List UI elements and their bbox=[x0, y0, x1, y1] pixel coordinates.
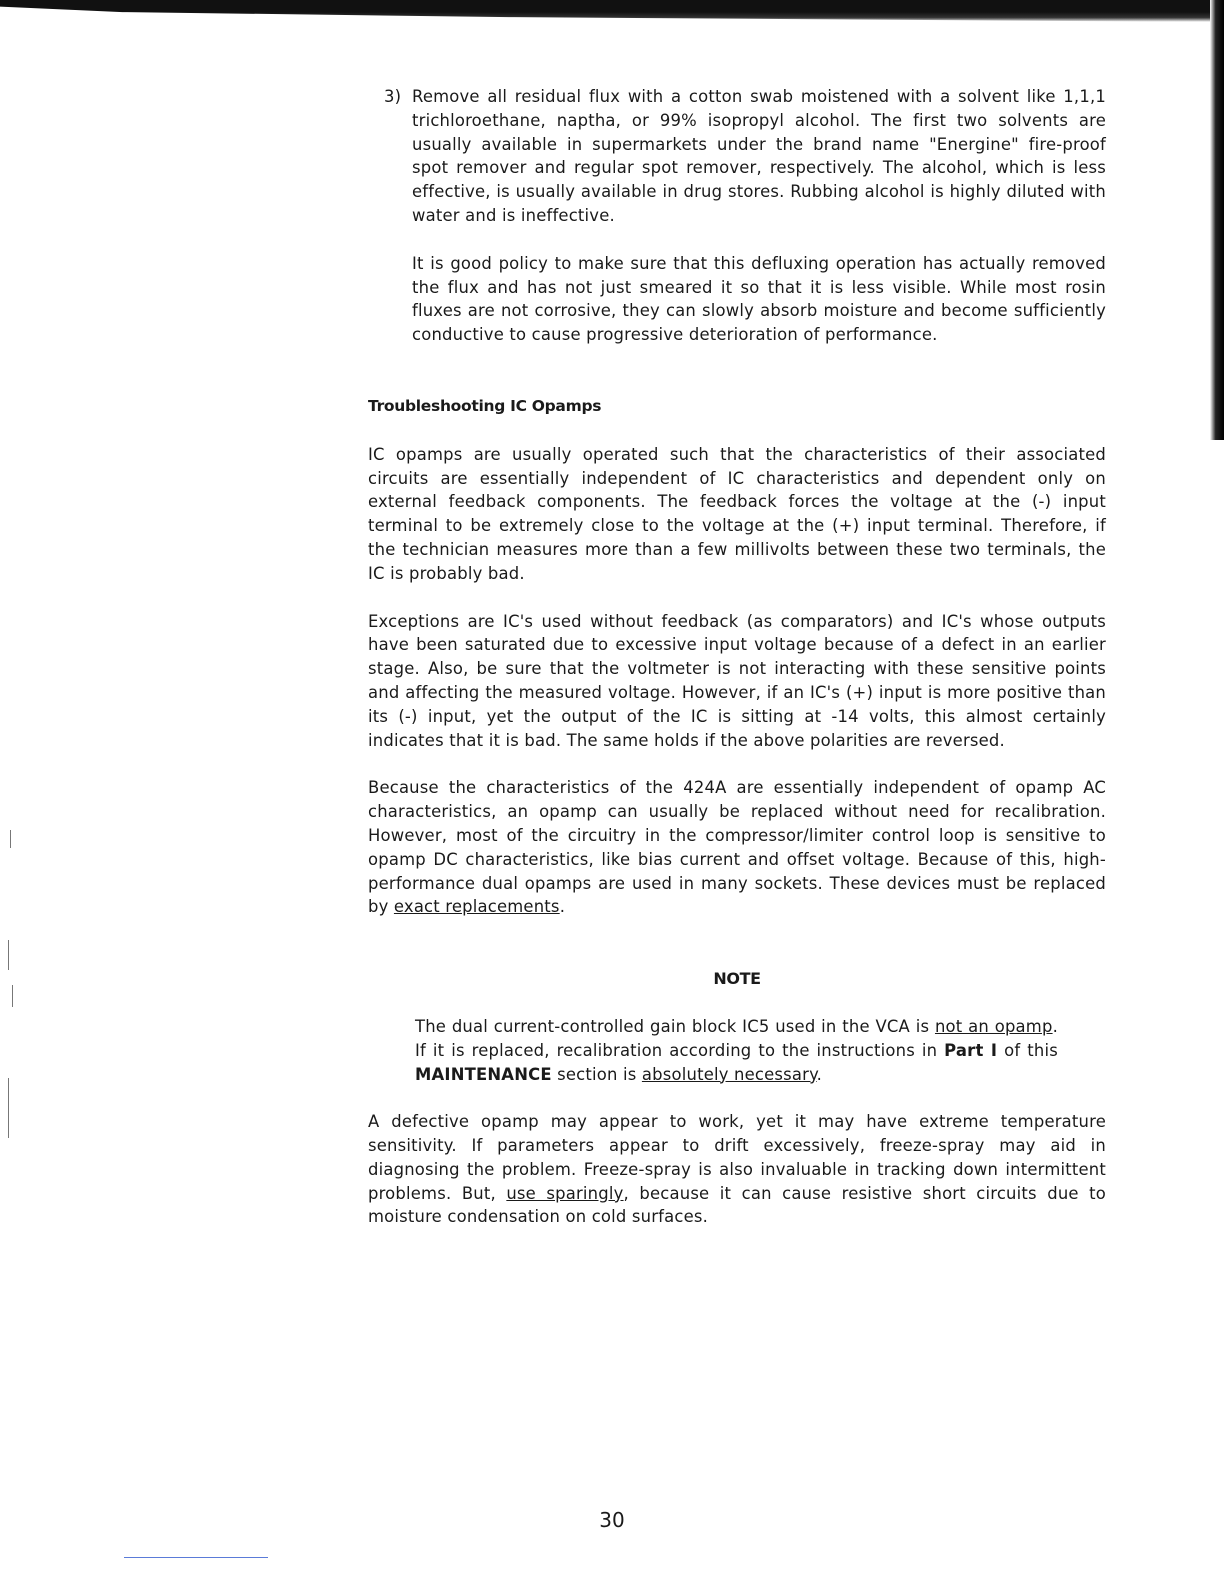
body-paragraph: IC opamps are usually operated such that the characteristics of their associated circuits are essentially independent of IC characteristics and dependent only on external feedback components. The feedback forces the voltage at the (-) input terminal to be extremely close to the voltage at the (+) input terminal. Therefore, if the technician measures more than a few millivolts between these two terminals, the IC is probably bad. bbox=[368, 444, 1106, 583]
note-body bbox=[415, 1015, 1058, 1086]
note-text: . bbox=[816, 1064, 823, 1084]
paragraph-text: . bbox=[559, 897, 566, 917]
scan-mark bbox=[12, 985, 13, 1007]
scan-mark bbox=[8, 1078, 9, 1138]
body-paragraph bbox=[368, 1110, 1106, 1229]
bold-text: MAINTENANCE bbox=[415, 1064, 552, 1084]
scan-mark bbox=[8, 940, 9, 970]
note-title: NOTE bbox=[713, 969, 761, 989]
underlined-text: exact replacements bbox=[393, 897, 560, 917]
page-content bbox=[368, 85, 1106, 1229]
paragraph-text: A defective opamp may appear to work, yet it may have extreme temperature sensitivity. If parameters appear to drift excessively, freeze-spray may aid in diagnosing the problem. Freeze-spray is also invaluable in tracking down intermittent problems. But, bbox=[368, 1112, 1106, 1203]
paragraph-text: , because it can cause resistive short circuits due to moisture condensation on cold surfaces. bbox=[368, 1183, 1106, 1227]
scan-mark bbox=[10, 830, 11, 848]
item-body bbox=[412, 85, 1106, 347]
body-paragraph: Exceptions are IC's used without feedback (as comparators) and IC's whose outputs have been saturated due to excessive input voltage because of a defect in an earlier stage. Also, be sure that the voltmeter is not interacting with these sensitive points and affecting the measured voltage. However, if an IC's (+) input is more positive than its (-) input, yet the output of the IC is sitting at -14 volts, this almost certainly indicates that it is bad. The same holds if the above polarities are reversed. bbox=[368, 611, 1106, 750]
note-text: . If it is replaced, recalibration according to the instructions in bbox=[415, 1016, 1058, 1060]
item-number: 3) bbox=[384, 87, 402, 106]
note-text: of this bbox=[997, 1040, 1058, 1060]
underlined-text: absolutely necessary bbox=[641, 1064, 817, 1084]
scan-edge-right bbox=[1210, 0, 1224, 440]
numbered-item-3 bbox=[368, 85, 1106, 347]
item-paragraph: Remove all residual flux with a cotton swab moistened with a solvent like 1,1,1 trichloroethane, naptha, or 99% isopropyl alcohol. The first two solvents are usually available in supermarkets under the brand name "Energine" fire-proof spot remover and regular spot remover, respectively. The alcohol, which is less effective, is usually available in drug stores. Rubbing alcohol is highly diluted with water and is ineffective. bbox=[412, 87, 1106, 225]
scan-edge-top bbox=[0, 0, 1224, 22]
section-heading: Troubleshooting IC Opamps bbox=[368, 396, 602, 415]
item-paragraph: It is good policy to make sure that this defluxing operation has actually removed the flux and has not just smeared it so that it is less visible. While most rosin fluxes are not corrosive, they can slowly absorb moisture and become sufficiently conductive to cause progressive deterioration of performance. bbox=[412, 253, 1106, 345]
scan-line bbox=[124, 1557, 268, 1558]
paragraph-text: Because the characteristics of the 424A are essentially independent of opamp AC characteristics, an opamp can usually be replaced without need for recalibration. However, most of the circuitry in the compressor/limiter control loop is sensitive to opamp DC characteristics, like bias current and offset voltage. Because of this, high-performance dual opamps are used in many sockets. These devices must be replaced by bbox=[368, 778, 1106, 917]
note-text: section is bbox=[551, 1064, 642, 1084]
underlined-text: not an opamp bbox=[934, 1016, 1053, 1036]
underlined-text: use sparingly bbox=[506, 1183, 624, 1203]
note-text: The dual current-controlled gain block IC5 used in the VCA is bbox=[415, 1016, 935, 1036]
page-number: 30 bbox=[599, 1508, 625, 1532]
body-paragraph bbox=[368, 776, 1106, 919]
bold-text: Part I bbox=[944, 1040, 998, 1060]
